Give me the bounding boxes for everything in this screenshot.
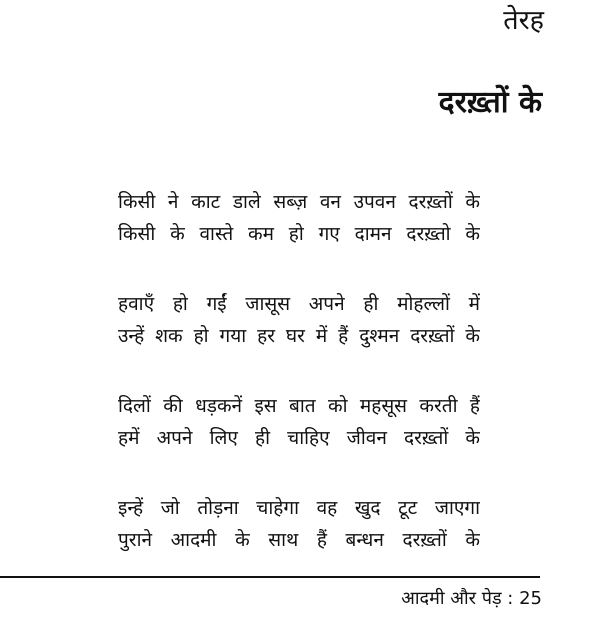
footer-divider	[0, 576, 540, 578]
poem-title: दरख़्तों के	[438, 85, 542, 120]
poem-line: पुराने आदमी के साथ हैं बन्धन दरख़्तों के	[118, 529, 480, 551]
poem-line: उन्हें शक हो गया हर घर में हैं दुश्मन दरख़्तों के	[118, 325, 480, 347]
poem-line: किसी ने काट डाले सब्ज़ वन उपवन दरख़्तों के	[118, 191, 480, 213]
poem-line: किसी के वास्ते कम हो गए दामन दरख़्तो के	[118, 223, 480, 245]
stanza-2	[118, 288, 480, 352]
poem-line: हमें अपने लिए ही चाहिए जीवन दरख़्तों के	[118, 427, 480, 449]
stanza-4	[118, 492, 480, 556]
footer-book-title-page-number: आदमी और पेड़ : 25	[401, 588, 542, 609]
chapter-number: तेरह	[503, 5, 544, 36]
stanza-3	[118, 390, 480, 454]
poem-line: हवाएँ हो गईं जासूस अपने ही मोहल्लों में	[118, 293, 480, 315]
stanza-1	[118, 186, 480, 250]
poem-body	[118, 186, 480, 594]
poem-line: इन्हें जो तोड़ना चाहेगा वह खुद टूट जाएगा	[118, 497, 480, 519]
poem-line: दिलों की धड़कनें इस बात को महसूस करती हैं	[118, 395, 480, 417]
